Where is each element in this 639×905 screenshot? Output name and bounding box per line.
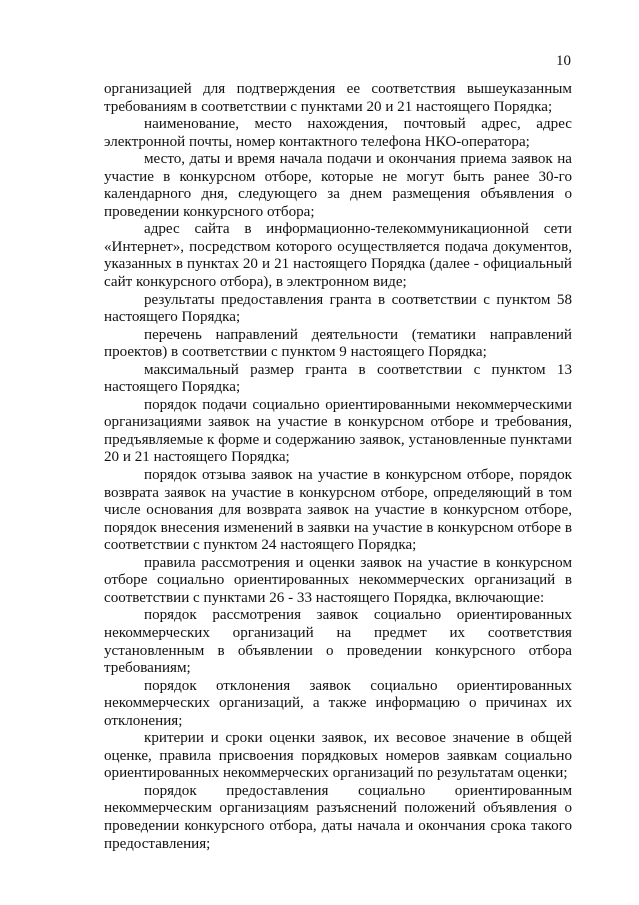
page-number: 10: [556, 53, 571, 69]
paragraph-clarifications: порядок предоставления социально ориентированным некоммерческим организациям разъяснений положений объявления о проведении конкурсного отбора, даты начала и окончания срока такого предоставления;: [104, 782, 572, 852]
paragraph-withdrawal-order: порядок отзыва заявок на участие в конкурсном отборе, порядок возврата заявок на участие в конкурсном отборе, определяющий в том числе основания для возврата заявок на участие в конкурсном отборе, порядок внесения изменений в заявки на участие в конкурсном отборе в соответствии с пунктом 24 настоящего Порядка;: [104, 467, 572, 554]
paragraph-submission-order: порядок подачи социально ориентированными некоммерческими организациями заявок на участие в конкурсном отборе и требования, предъявляемые к форме и содержанию заявок, установленные пунктами 20 и 21 настоящего Порядка;: [104, 396, 572, 466]
paragraph-rejection-order: порядок отклонения заявок социально ориентированных некоммерческих организаций, а также информацию о причинах их отклонения;: [104, 677, 572, 729]
paragraph-dates-time: место, даты и время начала подачи и окончания приема заявок на участие в конкурсном отборе, которые не могут быть ранее 30-го календарного дня, следующего за днем размещения объявления о проведении конкурсного отбора;: [104, 151, 572, 220]
paragraph-continuation: организацией для подтверждения ее соответствия вышеуказанным требованиям в соответствии с пунктами 20 и 21 настоящего Порядка;: [104, 81, 572, 115]
paragraph-review-order: порядок рассмотрения заявок социально ориентированных некоммерческих организаций на предмет их соответствия установленным в объявлении о проведении конкурсного отбора требованиям;: [104, 607, 572, 677]
paragraph-name-address: наименование, место нахождения, почтовый адрес, адрес электронной почты, номер контактного телефона НКО-оператора;: [104, 116, 572, 150]
paragraph-website: адрес сайта в информационно-телекоммуникационной сети «Интернет», посредством которого осуществляется подача документов, указанных в пунктах 20 и 21 настоящего Порядка (далее - официальный сайт конкурсного отбора), в электронном виде;: [104, 221, 572, 291]
paragraph-results: результаты предоставления гранта в соответствии с пунктом 58 настоящего Порядка;: [104, 291, 572, 326]
paragraph-evaluation-rules: правила рассмотрения и оценки заявок на участие в конкурсном отборе социально ориентированных некоммерческих организаций в соответствии с пунктами 26 - 33 настоящего Порядка, включающие:: [104, 554, 572, 606]
paragraph-criteria: критерии и сроки оценки заявок, их весовое значение в общей оценке, правила присвоения порядковых номеров заявкам социально ориентированных некоммерческих организаций по результатам оценки;: [104, 730, 572, 782]
document-body: [104, 81, 572, 853]
paragraph-directions: перечень направлений деятельности (тематики направлений проектов) в соответствии с пунктом 9 настоящего Порядка;: [104, 326, 572, 361]
paragraph-max-grant: максимальный размер гранта в соответствии с пунктом 13 настоящего Порядка;: [104, 361, 572, 396]
